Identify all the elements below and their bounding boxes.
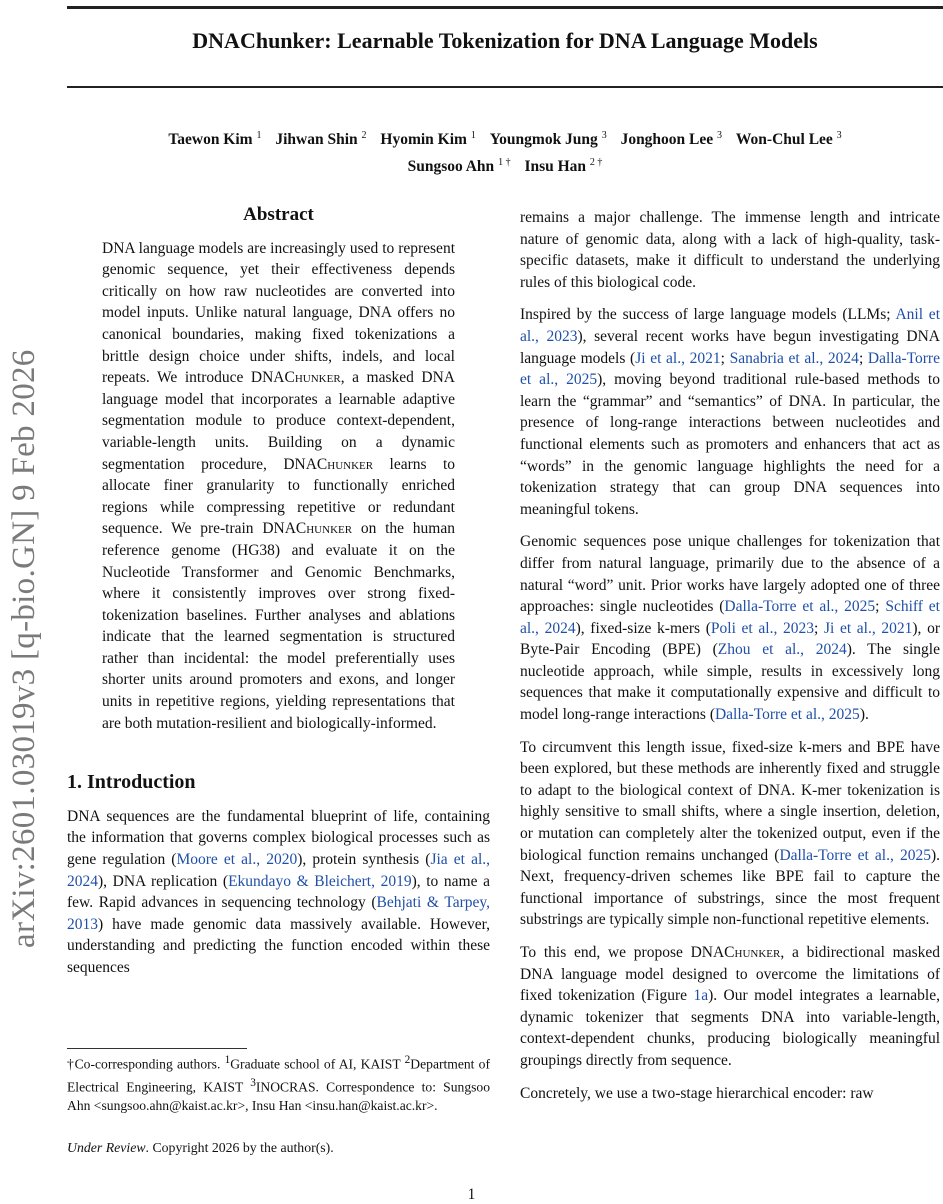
footnote: †Co-corresponding authors. $^1$Graduate school of AI, KAIST $^2$Department of Electrical Engineering, KAIST $^3$INOCRAS. Correspondence to: Sungsoo Ahn <sungsoo.ahn@kaist.ac.kr>, Insu Han <insu.han@kaist.ac.kr>. [67, 1048, 490, 1115]
right-column [520, 207, 940, 1115]
paper-title: DNAChunker: Learnable Tokenization for DNA Language Models [192, 28, 818, 53]
footnote-rule [67, 1048, 247, 1049]
abstract-body: DNA language models are increasingly used to represent genomic sequence, yet their effectiveness depends critically on how raw nucleotides are converted into model inputs. Unlike natural language, DNA offers no canonical boundaries, making fixed tokenizations a brittle design choice under shifts, indels, and local repeats. We introduce DNAChunker, a masked DNA language model that incorporates a learnable adaptive segmentation module to produce context-dependent, variable-length units. Building on a dynamic segmentation procedure, DNAChunker learns to allocate finer granularity to functionally enriched regions while compressing repetitive or redundant sequence. We pre-train DNAChunker on the human reference genome (HG38) and evaluate it on the Nucleotide Transformer and Genomic Benchmarks, where it consistently improves over strong fixed-tokenization baselines. Further analyses and ablations indicate that the learned segmentation is structured rather than incidental: the model preferentially uses shorter units around promoters and exons, and longer units in repetitive regions, yielding representations that are both mutation-resilient and biologically-informed. [102, 239, 455, 732]
model-name: DNAChunker [250, 369, 341, 387]
citation-link[interactable]: Ekundayo & Bleichert, 2019 [228, 872, 412, 890]
author: Insu Han $^{2 \dagger}$ [524, 157, 603, 176]
figure-reference-link[interactable]: 1a [693, 987, 709, 1005]
body-paragraph: Inspired by the success of large language models (LLMs; Anil et al., 2023), several recent works have begun investigating DNA language models (Ji et al., 2021; Sanabria et al., 2024; Dalla-Torre et al., 2025), moving beyond traditional rule-based methods to learn the “grammar” and “semantics” of DNA. In particular, the presence of long-range interactions between nucleotides and functional elements such as promoters and enhancers that act as “words” in the genomic language highlights the need for a tokenization strategy that can group DNA sequences into meaningful tokens. [520, 306, 940, 518]
body-paragraph: To circumvent this length issue, fixed-size k-mers and BPE have been explored, but these methods are inherently fixed and struggle to adapt to the biological context of DNA. K-mer tokenization is highly sensitive to small shifts, where a single insertion, deletion, or mutation can completely alter the tokenized output, even if the biological function remains unchanged (Dalla-Torre et al., 2025). Next, frequency-driven schemes like BPE fail to capture the functional importance of substrings, since the most frequent substrings are typically simple non-functional repetitive elements. [520, 738, 940, 929]
author: Jonghoon Lee $^3$ [620, 130, 723, 149]
author: Taewon Kim $^1$ [168, 130, 262, 149]
author: Won-Chul Lee $^3$ [735, 130, 842, 149]
page-number: 1 [467, 1186, 476, 1203]
citation-link[interactable]: Zhou et al., 2024 [717, 641, 847, 659]
citation-link[interactable]: Behjati & Tarpey, 2013 [67, 894, 491, 933]
top-rule [67, 6, 943, 9]
body-paragraph: remains a major challenge. The immense length and intricate nature of genomic data, along with a lack of high-quality, task-specific datasets, make it difficult to understand the underlying rules of this biological code. [520, 209, 940, 291]
citation-link[interactable]: Anil et al., 2023 [520, 306, 940, 345]
author: Youngmok Jung $^3$ [489, 130, 607, 149]
model-name: DNAChunker [690, 944, 781, 961]
citation-link[interactable]: Ji et al., 2021 [635, 349, 721, 367]
citation-link[interactable]: Moore et al., 2020 [176, 851, 298, 869]
citation-link[interactable]: Dalla-Torre et al., 2025 [724, 598, 876, 616]
author: Hyomin Kim $^1$ [380, 130, 476, 149]
section-heading-introduction: 1. Introduction [67, 771, 196, 794]
body-paragraph: Genomic sequences pose unique challenges for tokenization that differ from natural language, primarily due to the absence of a natural “word” unit. Prior works have largely adopted one of three approaches: single nucleotides (Dalla-Torre et al., 2025; Schiff et al., 2024), fixed-size k-mers (Poli et al., 2023; Ji et al., 2021), or Byte-Pair Encoding (BPE) (Zhou et al., 2024). The single nucleotide approach, while simple, results in excessively long sequences that make it computationally expensive and difficult to model long-range interactions (Dalla-Torre et al., 2025). [520, 533, 940, 724]
citation-link[interactable]: Jia et al., 2024 [67, 851, 491, 890]
model-name: DNAChunker [283, 455, 374, 473]
body-paragraph: Concretely, we use a two-stage hierarchical encoder: raw [520, 1084, 874, 1102]
citation-link[interactable]: Dalla-Torre et al., 2025 [520, 349, 940, 389]
arxiv-identifier: arXiv:2601.03019v3 [q-bio.GN] 9 Feb 2026 [6, 349, 42, 948]
author: Jihwan Shin $^2$ [275, 130, 367, 149]
citation-link[interactable]: Ji et al., 2021 [823, 619, 913, 637]
title-rule [67, 86, 943, 88]
left-column [67, 204, 490, 990]
author: Sungsoo Ahn $^{1 \dagger}$ [407, 157, 511, 176]
citation-link[interactable]: Sanabria et al., 2024 [729, 349, 859, 367]
citation-link[interactable]: Poli et al., 2023 [710, 619, 814, 637]
model-name: DNAChunker [262, 520, 353, 538]
citation-link[interactable]: Dalla-Torre et al., 2025 [779, 846, 931, 864]
abstract-heading: Abstract [243, 204, 314, 225]
intro-paragraph: DNA sequences are the fundamental blueprint of life, containing the information that governs complex biological processes such as gene regulation (Moore et al., 2020), protein synthesis (Jia et al., 2024), DNA replication (Ekundayo & Bleichert, 2019), to name a few. Rapid advances in sequencing technology (Behjati & Tarpey, 2013) have made genomic data massively available. However, understanding and predicting the function encoded within these sequences [67, 807, 491, 976]
review-notice: Under Review. Copyright 2026 by the author(s). [67, 1140, 334, 1155]
author-list [67, 124, 943, 178]
body-paragraph: To this end, we propose DNAChunker, a bidirectional masked DNA language model designed to overcome the limitations of fixed tokenization (Figure 1a). Our model integrates a learnable, dynamic tokenizer that segments DNA into variable-length, context-dependent chunks, producing biologically meaningful groupings directly from sequence. [520, 944, 940, 1069]
citation-link[interactable]: Dalla-Torre et al., 2025 [714, 706, 860, 724]
citation-link[interactable]: Schiff et al., 2024 [520, 598, 940, 637]
